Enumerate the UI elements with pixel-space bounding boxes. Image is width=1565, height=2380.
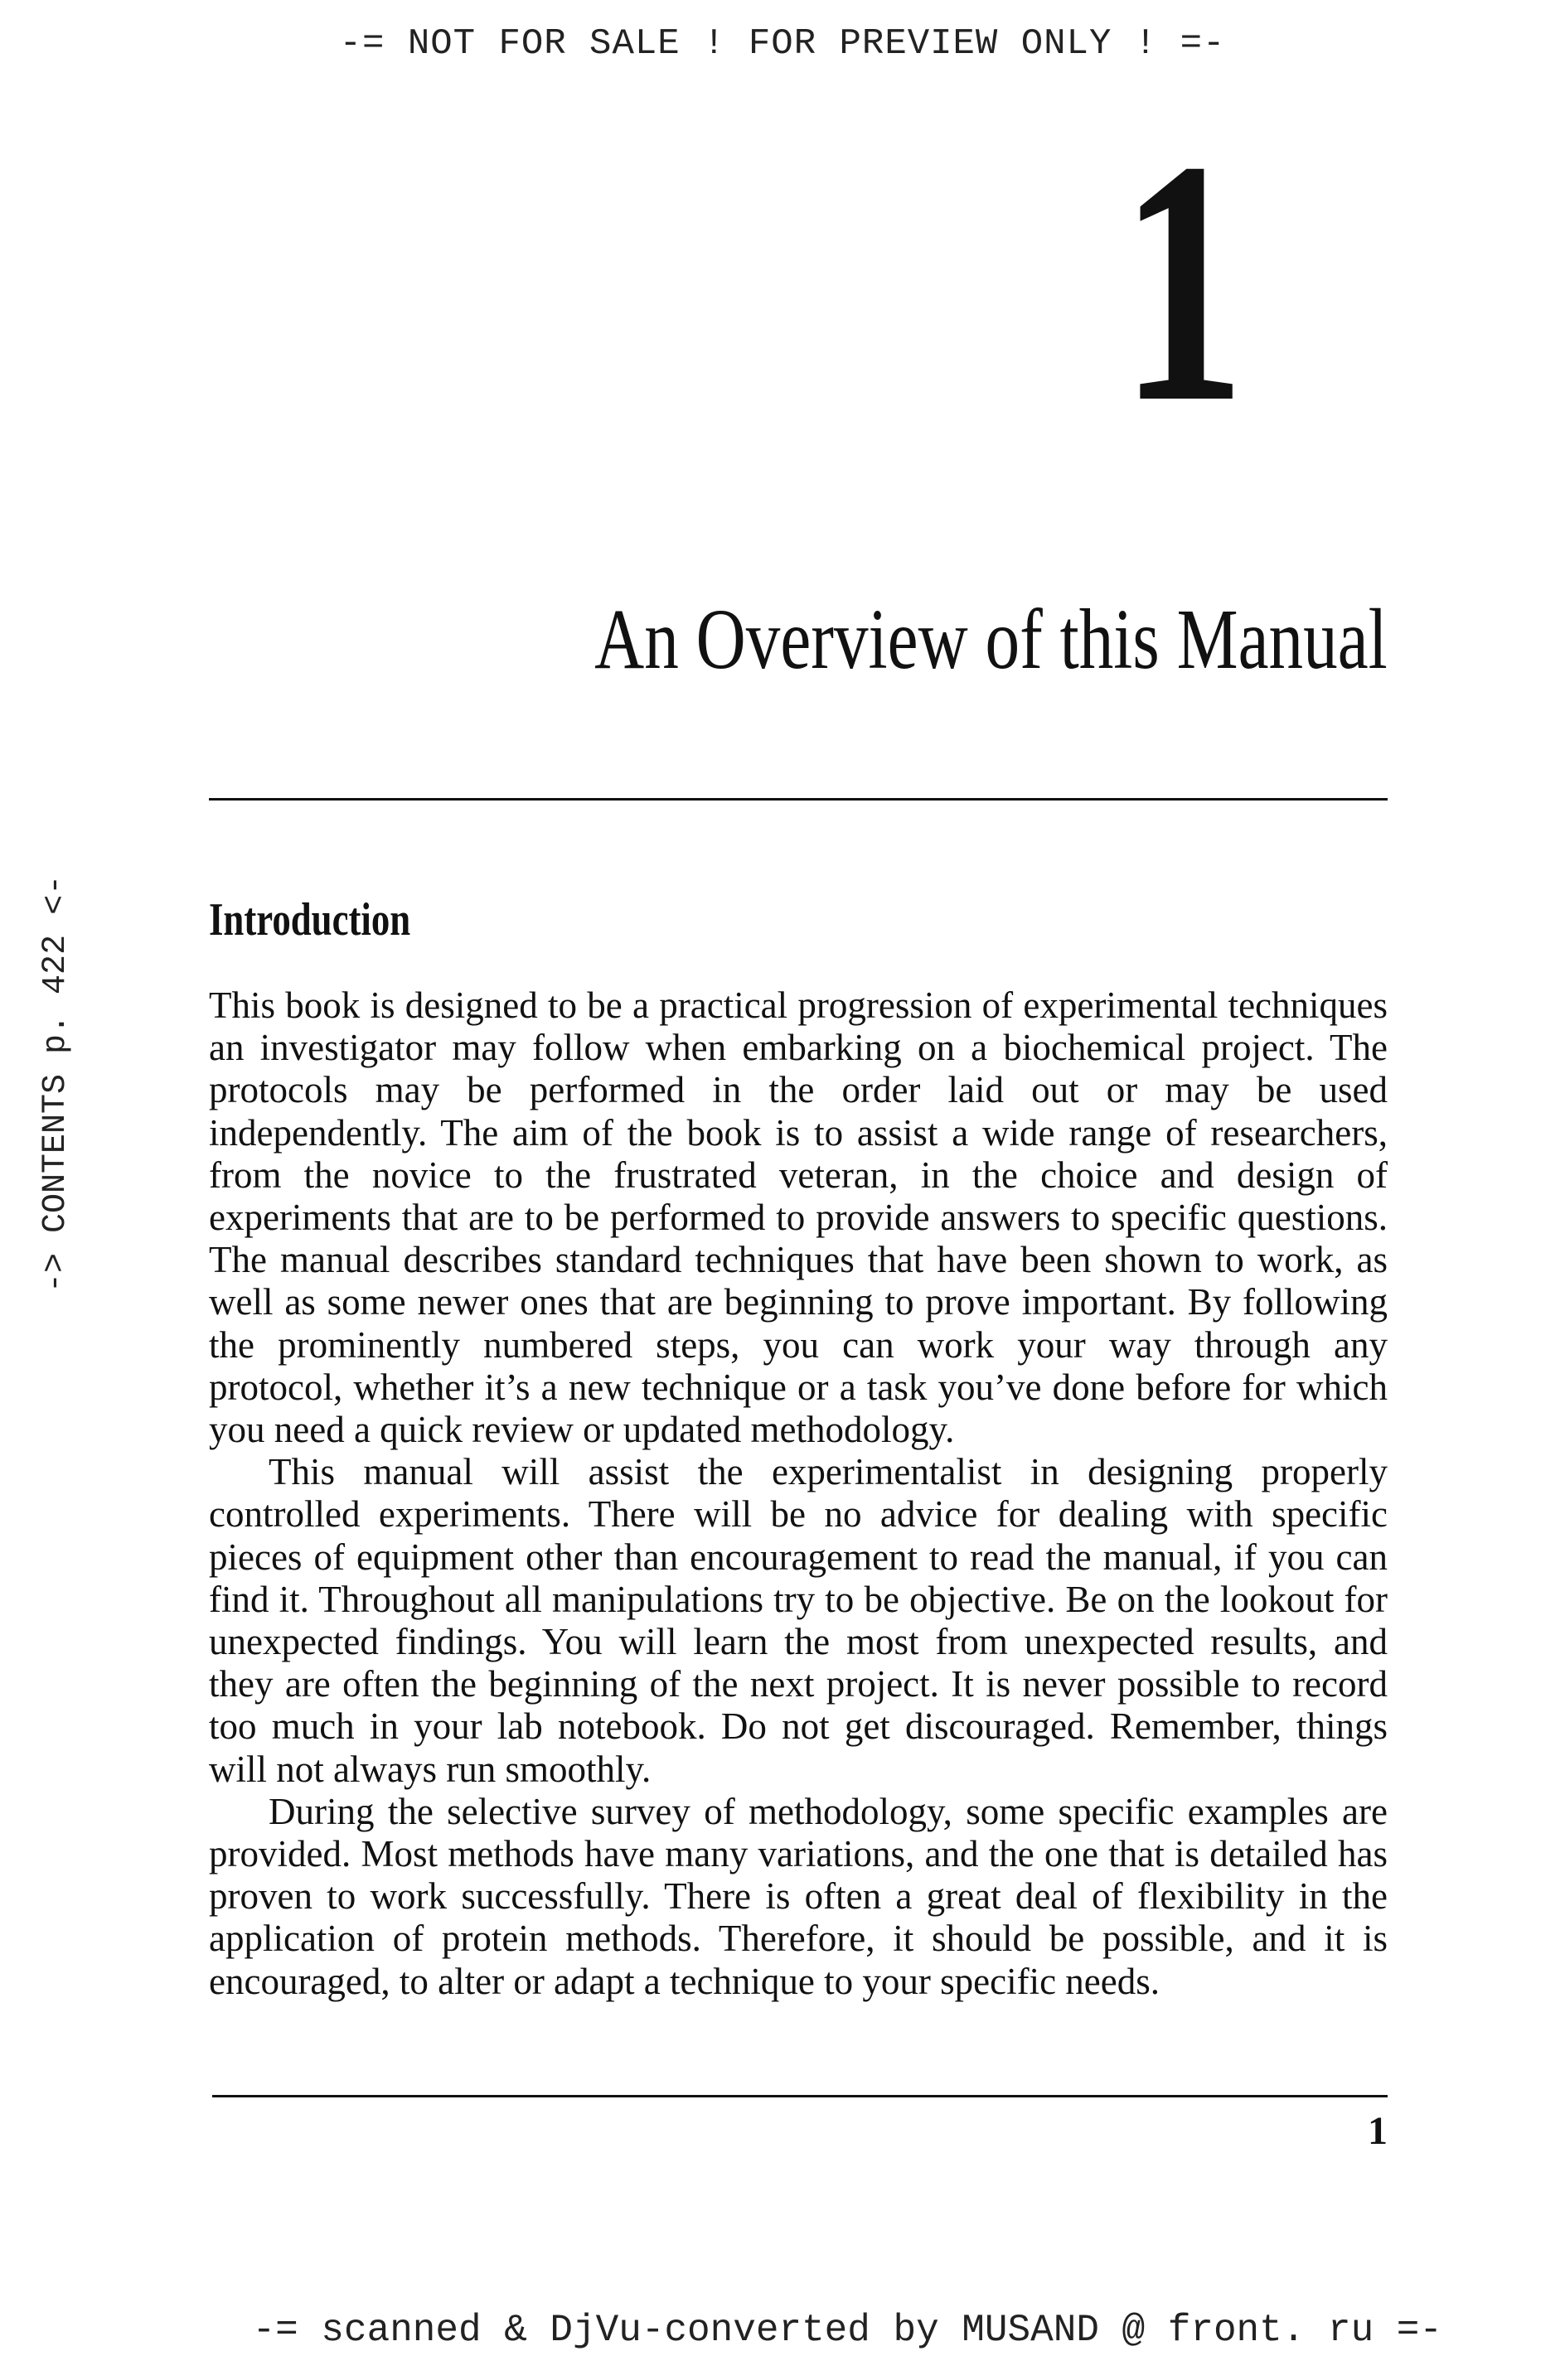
chapter-title: An Overview of this Manual [594,592,1388,687]
scan-credit-banner: -= scanned & DjVu-converted by MUSAND @ front. ru =- [252,2309,1442,2352]
paragraph: This book is designed to be a practical progression of experimental techniques an investigator may follow when embarking on a biochemical project. The protocols may be performed in the order laid out or may be used independently. The aim of the book is to assist a wide range of researchers, from the novice to the frustrated veteran, in the choice and design of experiments that are to be performed to provide answers to specific questions. The manual describes standard techniques that have been shown to work, as well as some newer ones that are beginning to prove important. By following the prominently numbered steps, you can work your way through any protocol, whether it’s a new technique or a task you’ve done before for which you need a quick review or updated methodology. [209,984,1388,1451]
body-text [209,984,1388,2003]
paragraph: This manual will assist the experimentalist in designing properly controlled experiments. There will be no advice for dealing with specific pieces of equipment other than encouragement to read the manual, if you can find it. Throughout all manipulations try to be objective. Be on the lookout for unexpected findings. You will learn the most from unexpected results, and they are often the beginning of the next project. It is never possible to record too much in your lab notebook. Do not get discouraged. Remember, things will not always run smoothly. [209,1451,1388,1790]
title-divider [209,798,1388,801]
footer-divider [212,2095,1388,2097]
section-heading: Introduction [209,894,411,946]
preview-banner-top: -= NOT FOR SALE ! FOR PREVIEW ONLY ! =- [339,23,1226,65]
paragraph: During the selective survey of methodology, some specific examples are provided. Most methods have many variations, and the one that is detailed has proven to work successfully. There is often a great deal of flexibility in the application of protein methods. Therefore, it should be possible, and it is encouraged, to alter or adapt a technique to your specific needs. [209,1790,1388,2002]
contents-link[interactable]: -> CONTENTS p. 422 <- [37,874,75,1293]
chapter-number: 1 [1120,89,1233,474]
page-number: 1 [1368,2109,1388,2153]
